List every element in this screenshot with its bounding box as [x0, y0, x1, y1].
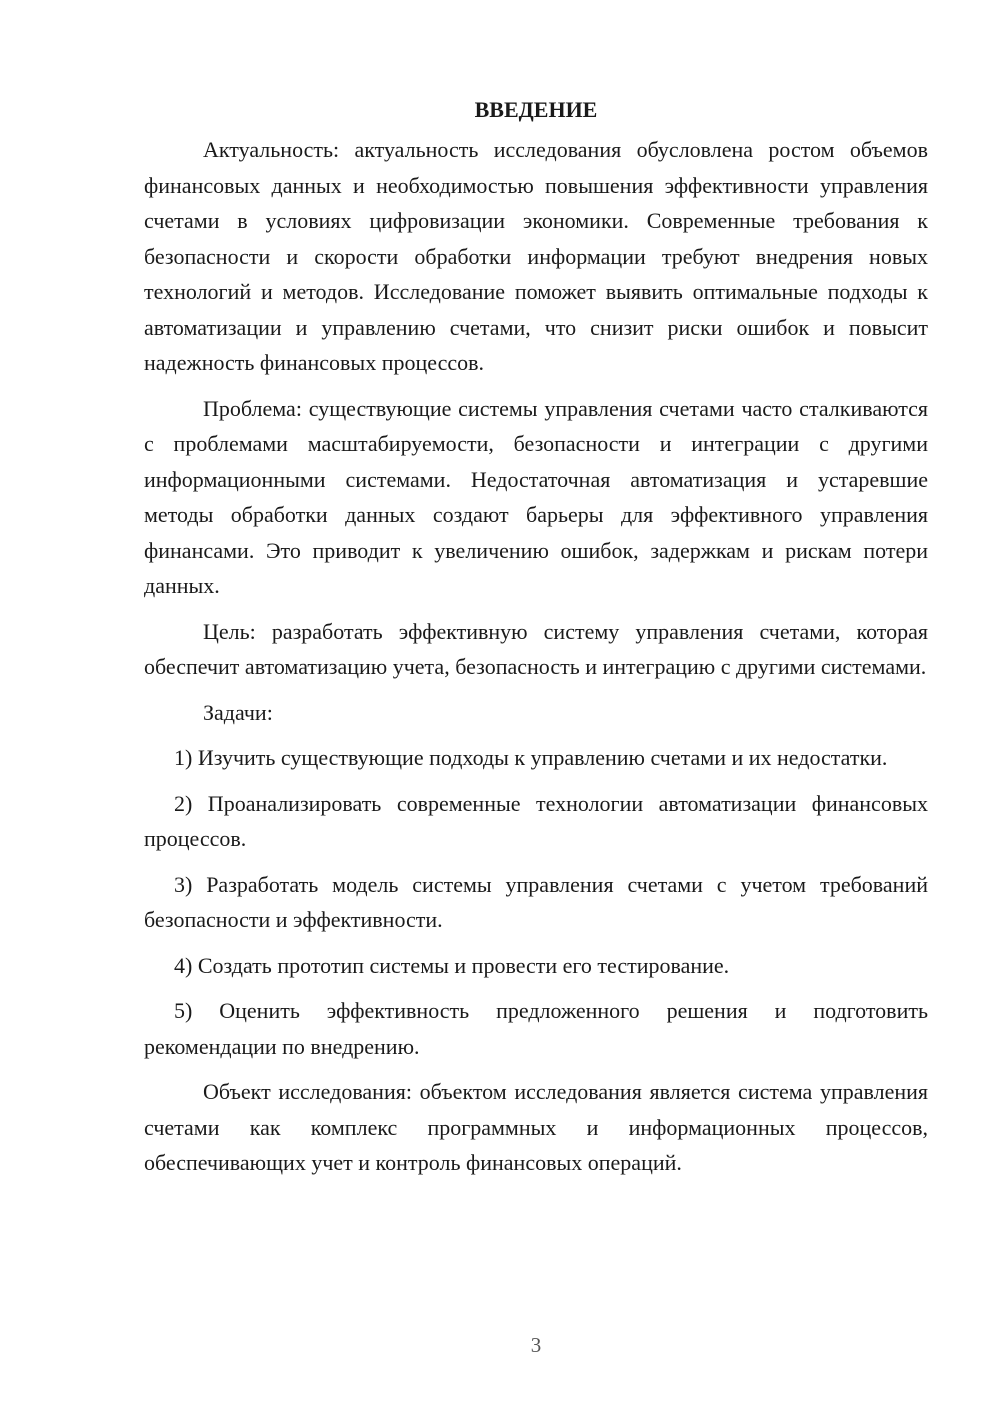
document-page: [144, 92, 928, 1181]
task-item-5: 5) Оценить эффективность предложенного решения и подготовить рекомендации по внедрению.: [144, 998, 928, 1059]
task-item-3: 3) Разработать модель системы управления счетами с учетом требований безопасности и эффективности.: [144, 871, 928, 932]
section-title: ВВЕДЕНИЕ: [474, 97, 598, 122]
relevance-paragraph: Актуальность: актуальность исследования обусловлена ростом объемов финансовых данных и необходимостью повышения эффективности управления счетами в условиях цифровизации экономики. Современные требования к безопасности и скорости обработки информации требуют внедрения новых технологий и методов. Исследование поможет выявить оптимальные подходы к автоматизации и управлению счетами, что снизит риски ошибок и повысит надежность финансовых процессов.: [144, 137, 928, 375]
tasks-heading: Задачи:: [203, 699, 273, 725]
page-number: 3: [530, 1333, 542, 1357]
task-item-1: 1) Изучить существующие подходы к управлению счетами и их недостатки.: [174, 745, 888, 770]
task-item-2: 2) Проанализировать современные технологии автоматизации финансовых процессов.: [144, 790, 928, 851]
object-paragraph: Объект исследования: объектом исследования является система управления счетами как комплекс программных и информационных процессов, обеспечивающих учет и контроль финансовых операций.: [144, 1079, 928, 1175]
task-item-4: 4) Создать прототип системы и провести его тестирование.: [174, 952, 730, 978]
goal-paragraph: Цель: разработать эффективную систему управления счетами, которая обеспечит автоматизацию учета, безопасность и интеграцию с другими системами.: [144, 618, 928, 679]
problem-paragraph: Проблема: существующие системы управления счетами часто сталкиваются с проблемами масштабируемости, безопасности и интеграции с другими информационными системами. Недостаточная автоматизация и устаревшие методы обработки данных создают барьеры для эффективного управления финансами. Это приводит к увеличению ошибок, задержкам и рискам потери данных.: [144, 395, 928, 598]
